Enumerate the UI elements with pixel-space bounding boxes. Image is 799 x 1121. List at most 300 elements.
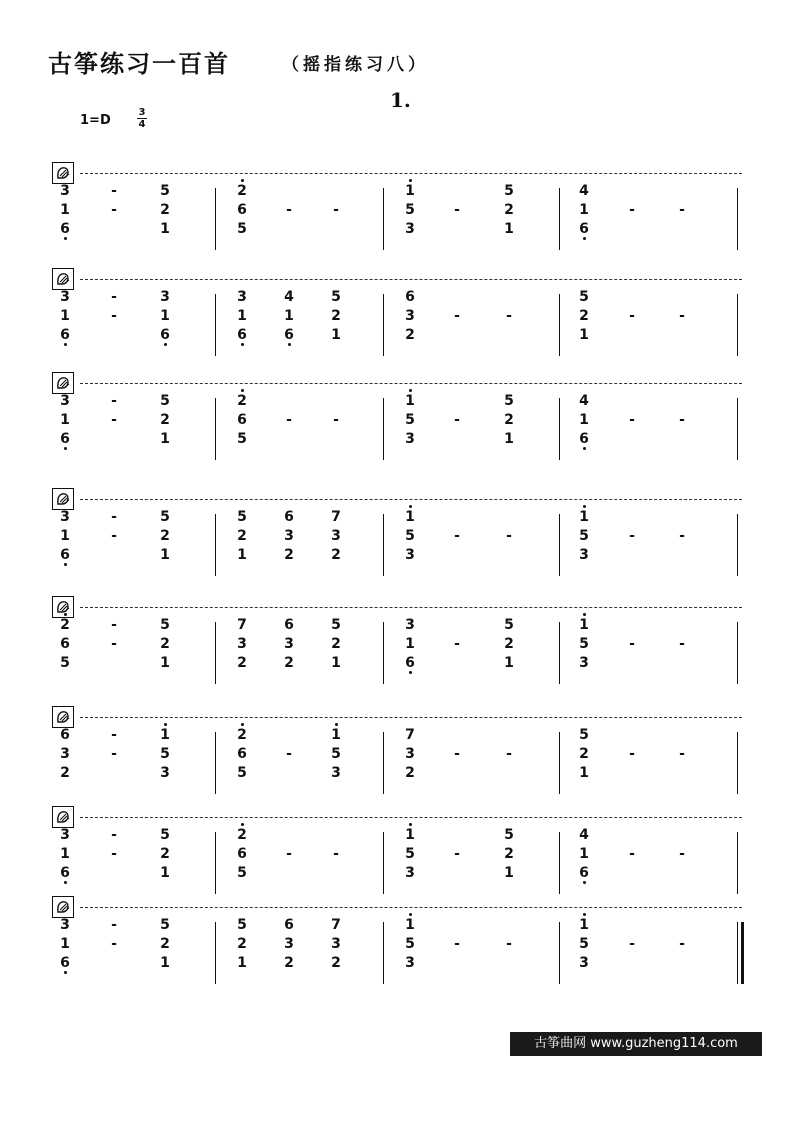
barline (215, 514, 216, 576)
octave-down-dot (241, 343, 244, 346)
octave-up-dot (583, 913, 586, 916)
note-digit: 5 (160, 183, 170, 199)
barline (737, 188, 738, 250)
note-digit: 1 (160, 308, 170, 324)
note-digit: 3 (331, 765, 341, 781)
note-digit: 1 (160, 547, 170, 563)
note-digit: 1 (579, 846, 589, 862)
note-digit: 6 (237, 202, 247, 218)
note-digit: 5 (237, 509, 247, 525)
sustain-dash: - (629, 202, 635, 218)
note-digit: 5 (160, 393, 170, 409)
technique-dash-line (80, 607, 742, 608)
note-digit: 2 (160, 636, 170, 652)
note-digit: 5 (160, 617, 170, 633)
technique-row (52, 268, 742, 290)
sustain-dash: - (111, 528, 117, 544)
sustain-dash: - (111, 727, 117, 743)
note-digit: 3 (579, 655, 589, 671)
note-digit: 3 (405, 617, 415, 633)
sustain-dash: - (629, 636, 635, 652)
octave-down-dot (64, 447, 67, 450)
octave-up-dot (409, 913, 412, 916)
sustain-dash: - (454, 746, 460, 762)
note-digit: 3 (405, 746, 415, 762)
note-digit: 5 (405, 202, 415, 218)
barline (559, 398, 560, 460)
barline (383, 732, 384, 794)
sustain-dash: - (111, 746, 117, 762)
note-digit: 1 (504, 431, 514, 447)
note-digit: 5 (237, 917, 247, 933)
note-digit: 3 (60, 827, 70, 843)
sustain-dash: - (454, 846, 460, 862)
note-digit: 5 (405, 528, 415, 544)
note-digit: 4 (579, 393, 589, 409)
note-digit: 1 (60, 412, 70, 428)
note-digit: 5 (504, 827, 514, 843)
note-digit: 3 (60, 289, 70, 305)
note-digit: 2 (405, 765, 415, 781)
note-digit: 3 (405, 221, 415, 237)
note-digit: 5 (237, 865, 247, 881)
barline (383, 398, 384, 460)
note-digit: 3 (284, 636, 294, 652)
score-system (52, 896, 742, 996)
octave-up-dot (583, 613, 586, 616)
note-digit: 6 (281, 326, 297, 344)
tremolo-fingering-icon (52, 596, 74, 618)
note-digit: 5 (504, 393, 514, 409)
barline (383, 188, 384, 250)
barline (383, 832, 384, 894)
technique-row (52, 372, 742, 394)
note-digit: 6 (57, 220, 73, 238)
sustain-dash: - (679, 636, 685, 652)
note-digit: 6 (60, 727, 70, 743)
final-barline (741, 922, 744, 984)
note-digit: 1 (402, 182, 418, 200)
note-digit: 6 (284, 509, 294, 525)
note-digit: 3 (405, 308, 415, 324)
note-digit: 6 (576, 220, 592, 238)
barline (559, 188, 560, 250)
note-digit: 6 (405, 289, 415, 305)
octave-up-dot (241, 823, 244, 826)
note-digit: 2 (331, 308, 341, 324)
piece-number: 1. (390, 88, 411, 112)
tremolo-fingering-icon (52, 896, 74, 918)
note-digit: 3 (60, 746, 70, 762)
note-digit: 2 (504, 202, 514, 218)
note-digit: 7 (331, 509, 341, 525)
note-digit: 5 (160, 917, 170, 933)
note-digit: 1 (405, 636, 415, 652)
sustain-dash: - (679, 746, 685, 762)
octave-down-dot (583, 237, 586, 240)
octave-up-dot (409, 389, 412, 392)
note-digit: 7 (405, 727, 415, 743)
note-digit: 2 (579, 308, 589, 324)
note-digit: 6 (57, 326, 73, 344)
octave-up-dot (583, 505, 586, 508)
sustain-dash: - (454, 936, 460, 952)
note-digit: 2 (60, 765, 70, 781)
note-digit: 3 (405, 431, 415, 447)
note-digit: 3 (60, 393, 70, 409)
barline (559, 622, 560, 684)
note-digit: 1 (237, 955, 247, 971)
tremolo-fingering-icon (52, 488, 74, 510)
sustain-dash: - (629, 308, 635, 324)
score-system (52, 596, 742, 696)
note-digit: 1 (576, 616, 592, 634)
sustain-dash: - (679, 936, 685, 952)
sustain-dash: - (454, 528, 460, 544)
sustain-dash: - (333, 202, 339, 218)
note-digit: 1 (160, 221, 170, 237)
barline (215, 922, 216, 984)
note-digit: 6 (284, 917, 294, 933)
note-digit: 5 (405, 412, 415, 428)
note-digit: 1 (576, 508, 592, 526)
note-digit: 1 (160, 431, 170, 447)
barline (737, 398, 738, 460)
technique-dash-line (80, 907, 742, 908)
note-digit: 3 (237, 636, 247, 652)
note-digit: 5 (160, 509, 170, 525)
barline (737, 514, 738, 576)
octave-up-dot (64, 613, 67, 616)
note-digit: 1 (576, 916, 592, 934)
barline (737, 732, 738, 794)
note-digit: 1 (237, 308, 247, 324)
tremolo-fingering-icon (52, 162, 74, 184)
octave-up-dot (164, 723, 167, 726)
technique-dash-line (80, 173, 742, 174)
barline (215, 832, 216, 894)
note-digit: 1 (60, 308, 70, 324)
sustain-dash: - (111, 308, 117, 324)
technique-row (52, 706, 742, 728)
note-digit: 1 (60, 846, 70, 862)
sustain-dash: - (679, 202, 685, 218)
note-digit: 6 (234, 326, 250, 344)
note-digit: 5 (405, 936, 415, 952)
score-system (52, 372, 742, 472)
sustain-dash: - (111, 393, 117, 409)
note-digit: 1 (579, 327, 589, 343)
note-digit: 5 (579, 289, 589, 305)
sustain-dash: - (679, 412, 685, 428)
sustain-dash: - (111, 509, 117, 525)
note-digit: 6 (576, 864, 592, 882)
note-digit: 3 (331, 936, 341, 952)
sustain-dash: - (111, 917, 117, 933)
sustain-dash: - (111, 183, 117, 199)
barline (559, 922, 560, 984)
sustain-dash: - (111, 936, 117, 952)
note-digit: 2 (237, 528, 247, 544)
octave-down-dot (64, 563, 67, 566)
note-digit: 6 (57, 864, 73, 882)
sustain-dash: - (454, 636, 460, 652)
note-digit: 3 (60, 509, 70, 525)
note-digit: 6 (237, 846, 247, 862)
note-digit: 2 (579, 746, 589, 762)
note-digit: 2 (160, 412, 170, 428)
sustain-dash: - (679, 308, 685, 324)
sustain-dash: - (679, 528, 685, 544)
barline (215, 294, 216, 356)
note-digit: 5 (579, 636, 589, 652)
note-digit: 6 (57, 546, 73, 564)
note-digit: 1 (60, 528, 70, 544)
note-digit: 6 (60, 636, 70, 652)
note-digit: 5 (331, 289, 341, 305)
tremolo-fingering-icon (52, 268, 74, 290)
octave-up-dot (409, 505, 412, 508)
note-digit: 2 (234, 182, 250, 200)
note-digit: 1 (402, 916, 418, 934)
note-digit: 3 (237, 289, 247, 305)
note-digit: 7 (237, 617, 247, 633)
note-digit: 2 (237, 936, 247, 952)
key-signature: 1=D (80, 113, 111, 128)
note-digit: 6 (57, 954, 73, 972)
octave-down-dot (409, 671, 412, 674)
note-digit: 3 (405, 865, 415, 881)
sustain-dash: - (506, 746, 512, 762)
note-digit: 2 (331, 955, 341, 971)
note-digit: 4 (579, 827, 589, 843)
technique-dash-line (80, 499, 742, 500)
note-digit: 5 (237, 765, 247, 781)
sustain-dash: - (454, 412, 460, 428)
note-digit: 3 (160, 765, 170, 781)
time-signature (136, 107, 148, 130)
octave-down-dot (64, 237, 67, 240)
time-signature-bottom: 4 (138, 119, 146, 130)
note-digit: 1 (504, 655, 514, 671)
note-digit: 5 (579, 727, 589, 743)
sustain-dash: - (506, 936, 512, 952)
note-digit: 2 (284, 655, 294, 671)
sustain-dash: - (454, 202, 460, 218)
barline (737, 622, 738, 684)
note-digit: 6 (284, 617, 294, 633)
note-digit: 5 (331, 617, 341, 633)
sustain-dash: - (111, 202, 117, 218)
note-digit: 1 (402, 826, 418, 844)
note-digit: 3 (405, 547, 415, 563)
note-digit: 7 (331, 917, 341, 933)
sustain-dash: - (111, 289, 117, 305)
barline (559, 294, 560, 356)
note-digit: 1 (402, 508, 418, 526)
octave-up-dot (409, 179, 412, 182)
sustain-dash: - (111, 636, 117, 652)
sustain-dash: - (506, 308, 512, 324)
note-digit: 4 (579, 183, 589, 199)
sustain-dash: - (286, 202, 292, 218)
barline (215, 398, 216, 460)
note-digit: 3 (60, 183, 70, 199)
octave-down-dot (583, 447, 586, 450)
sustain-dash: - (629, 412, 635, 428)
note-digit: 2 (237, 655, 247, 671)
sustain-dash: - (111, 846, 117, 862)
note-digit: 1 (579, 202, 589, 218)
footer-watermark: 古筝曲网 www.guzheng114.com (510, 1032, 762, 1056)
sustain-dash: - (333, 412, 339, 428)
sustain-dash: - (333, 846, 339, 862)
sustain-dash: - (286, 412, 292, 428)
technique-row (52, 896, 742, 918)
note-digit: 1 (237, 547, 247, 563)
note-digit: 1 (331, 655, 341, 671)
note-digit: 6 (237, 412, 247, 428)
barline (559, 514, 560, 576)
sustain-dash: - (111, 412, 117, 428)
sustain-dash: - (506, 528, 512, 544)
note-digit: 1 (504, 865, 514, 881)
octave-up-dot (241, 389, 244, 392)
sustain-dash: - (629, 746, 635, 762)
octave-up-dot (241, 723, 244, 726)
note-digit: 1 (60, 202, 70, 218)
note-digit: 1 (402, 392, 418, 410)
octave-down-dot (288, 343, 291, 346)
sustain-dash: - (629, 846, 635, 862)
barline (559, 832, 560, 894)
barline (737, 832, 738, 894)
technique-row (52, 162, 742, 184)
note-digit: 6 (576, 430, 592, 448)
note-digit: 1 (157, 726, 173, 744)
score-system (52, 706, 742, 806)
technique-dash-line (80, 817, 742, 818)
note-digit: 2 (284, 955, 294, 971)
sustain-dash: - (111, 827, 117, 843)
barline (215, 622, 216, 684)
note-digit: 2 (504, 846, 514, 862)
note-digit: 2 (284, 547, 294, 563)
note-digit: 3 (405, 955, 415, 971)
note-digit: 2 (160, 202, 170, 218)
note-digit: 1 (160, 955, 170, 971)
sustain-dash: - (286, 746, 292, 762)
note-digit: 2 (160, 846, 170, 862)
barline (737, 922, 738, 984)
note-digit: 5 (160, 827, 170, 843)
note-digit: 3 (579, 547, 589, 563)
barline (383, 294, 384, 356)
note-digit: 1 (284, 308, 294, 324)
note-digit: 2 (234, 826, 250, 844)
sustain-dash: - (679, 846, 685, 862)
note-digit: 1 (331, 327, 341, 343)
octave-down-dot (64, 343, 67, 346)
barline (215, 732, 216, 794)
note-digit: 2 (331, 636, 341, 652)
sustain-dash: - (111, 617, 117, 633)
time-signature-top: 3 (138, 107, 146, 118)
barline (383, 514, 384, 576)
sustain-dash: - (286, 846, 292, 862)
tremolo-fingering-icon (52, 706, 74, 728)
sustain-dash: - (629, 528, 635, 544)
note-digit: 5 (160, 746, 170, 762)
note-digit: 5 (237, 431, 247, 447)
note-digit: 5 (60, 655, 70, 671)
octave-down-dot (164, 343, 167, 346)
note-digit: 6 (157, 326, 173, 344)
note-digit: 2 (160, 528, 170, 544)
octave-down-dot (64, 971, 67, 974)
page-subtitle: （摇指练习八） (282, 55, 429, 75)
note-digit: 2 (405, 327, 415, 343)
note-digit: 1 (579, 765, 589, 781)
note-digit: 1 (328, 726, 344, 744)
barline (559, 732, 560, 794)
note-digit: 1 (160, 655, 170, 671)
sustain-dash: - (629, 936, 635, 952)
octave-up-dot (409, 823, 412, 826)
note-digit: 3 (579, 955, 589, 971)
note-digit: 3 (331, 528, 341, 544)
barline (383, 622, 384, 684)
tremolo-fingering-icon (52, 372, 74, 394)
note-digit: 2 (504, 412, 514, 428)
page-title: 古筝练习一百首 (48, 50, 230, 78)
note-digit: 2 (504, 636, 514, 652)
note-digit: 2 (234, 392, 250, 410)
technique-dash-line (80, 383, 742, 384)
technique-dash-line (80, 717, 742, 718)
note-digit: 6 (237, 746, 247, 762)
score-system (52, 268, 742, 368)
note-digit: 2 (234, 726, 250, 744)
note-digit: 2 (331, 547, 341, 563)
note-digit: 5 (579, 528, 589, 544)
note-digit: 3 (60, 917, 70, 933)
note-digit: 5 (331, 746, 341, 762)
tremolo-fingering-icon (52, 806, 74, 828)
note-digit: 1 (504, 221, 514, 237)
barline (383, 922, 384, 984)
note-digit: 3 (284, 936, 294, 952)
note-digit: 1 (160, 865, 170, 881)
technique-row (52, 596, 742, 618)
note-digit: 5 (405, 846, 415, 862)
note-digit: 3 (284, 528, 294, 544)
note-digit: 5 (504, 617, 514, 633)
score-system (52, 806, 742, 906)
note-digit: 5 (237, 221, 247, 237)
technique-dash-line (80, 279, 742, 280)
octave-down-dot (583, 881, 586, 884)
note-digit: 5 (504, 183, 514, 199)
technique-row (52, 806, 742, 828)
sustain-dash: - (454, 308, 460, 324)
octave-down-dot (64, 881, 67, 884)
barline (215, 188, 216, 250)
note-digit: 2 (160, 936, 170, 952)
octave-up-dot (241, 179, 244, 182)
note-digit: 3 (160, 289, 170, 305)
score-system (52, 488, 742, 588)
